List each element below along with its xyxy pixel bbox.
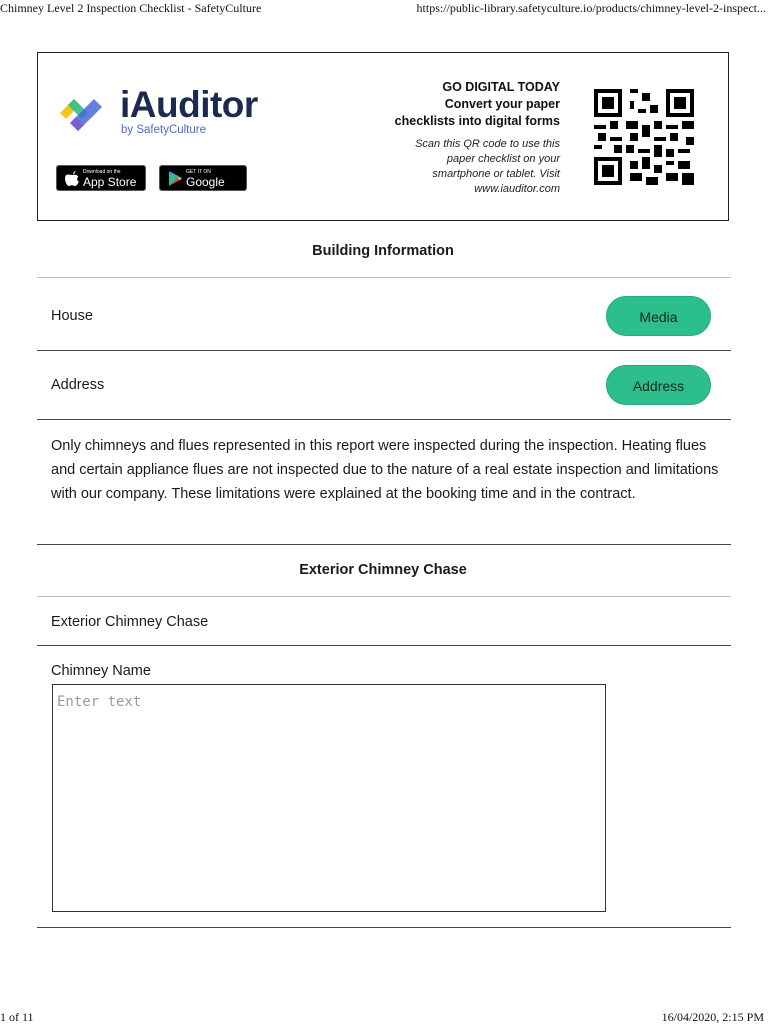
row-divider: [37, 645, 731, 646]
promo-instructions-line-2: paper checklist on your: [446, 153, 560, 165]
row-divider: [37, 544, 731, 545]
chimney-name-input[interactable]: Enter text: [52, 684, 606, 912]
section-divider: [37, 277, 731, 278]
promo-instructions-line-1: Scan this QR code to use this: [415, 138, 560, 150]
app-store-small-label: Download on the: [83, 169, 121, 175]
apple-icon: [64, 170, 80, 187]
field-label-exterior-chimney-chase: Exterior Chimney Chase: [51, 614, 209, 630]
print-page-title: Chimney Level 2 Inspection Checklist - SafetyCulture: [0, 1, 262, 15]
field-label-house: House: [51, 308, 93, 324]
inspection-limitations-note: Only chimneys and flues represented in this report were inspected during the inspection. Heating flues and certain appliance flues are not inspected due to the nature of a real estate inspection and limitations with our company. These limitations were explained at the booking time and in the contract.: [51, 438, 719, 502]
google-play-small-label: GET IT ON: [186, 169, 211, 175]
print-header: [0, 0, 768, 16]
section-title-building-information: Building Information: [312, 243, 454, 259]
promo-headline: [300, 79, 560, 130]
field-label-address: Address: [51, 377, 105, 393]
google-play-icon: [167, 170, 183, 187]
qr-code-icon[interactable]: [594, 89, 694, 185]
promo-text-block: [300, 79, 560, 197]
row-divider: [37, 927, 731, 928]
promo-headline-line-2: Convert your paper: [444, 97, 560, 111]
promo-instructions-line-3: smartphone or tablet. Visit: [432, 168, 560, 180]
row-divider: [37, 419, 731, 420]
app-store-label: App Store: [83, 175, 137, 189]
row-divider: [37, 350, 731, 351]
promo-headline-line-3: checklists into digital forms: [394, 114, 560, 128]
promo-instructions: [300, 137, 560, 197]
print-page-url: https://public-library.safetyculture.io/products/chimney-level-2-inspect...: [416, 1, 766, 15]
print-datetime: 16/04/2020, 2:15 PM: [661, 1010, 764, 1024]
iauditor-logo-icon: [56, 87, 108, 139]
iauditor-logo-subtitle: by SafetyCulture: [121, 124, 207, 136]
google-play-badge[interactable]: [159, 165, 247, 203]
google-play-label: Google Play: [186, 175, 225, 203]
media-button[interactable]: Media: [606, 296, 711, 336]
section-divider: [37, 596, 731, 597]
promo-headline-line-1: GO DIGITAL TODAY: [442, 80, 560, 94]
field-label-chimney-name: Chimney Name: [51, 663, 151, 679]
print-footer: [0, 1010, 768, 1024]
page-counter: 1 of 11: [0, 1010, 34, 1024]
iauditor-logo-text: iAuditor: [120, 84, 258, 125]
iauditor-promo-banner: [37, 52, 729, 221]
address-button[interactable]: Address: [606, 365, 711, 405]
section-title-exterior-chimney-chase: Exterior Chimney Chase: [299, 562, 467, 578]
promo-instructions-line-4: www.iauditor.com: [474, 183, 560, 195]
app-store-badge[interactable]: [56, 165, 146, 191]
